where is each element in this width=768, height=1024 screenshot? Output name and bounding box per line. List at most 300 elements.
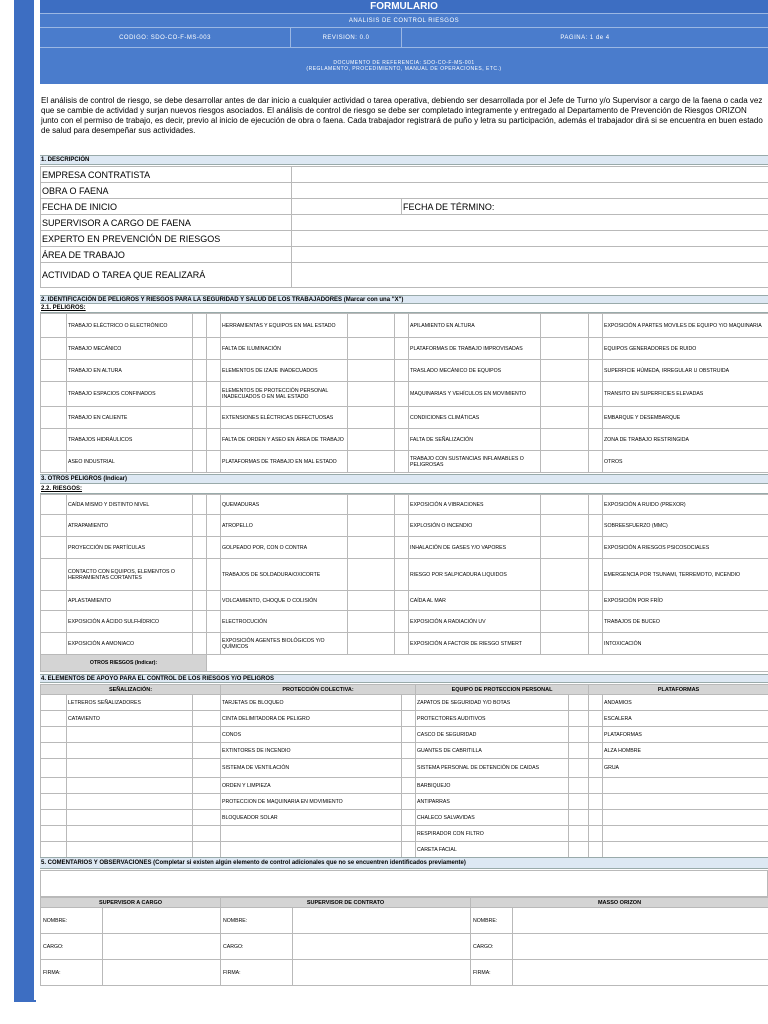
firma-label: FIRMA: [471,960,513,986]
peligro-spacer-cell [207,382,221,407]
peligro-spacer-cell [41,407,67,429]
support-item-label: PLATAFORMAS [603,727,768,743]
firma-field[interactable] [293,960,471,986]
riesgo-row [41,537,768,559]
support-spacer-cell [569,842,589,858]
support-check-cell[interactable] [402,711,416,727]
peligro-spacer-cell [541,314,589,338]
peligro-check-cell[interactable] [589,429,603,451]
support-check-cell[interactable] [402,695,416,711]
support-spacer-cell [193,759,221,778]
peligro-item-label: EMBARQUE Y DESEMBARQUE [603,407,768,429]
riesgo-check-cell[interactable] [193,633,207,655]
header-meta-row [40,27,768,47]
support-spacer-cell [569,778,589,794]
riesgo-check-cell[interactable] [589,515,603,537]
riesgo-spacer-cell [541,515,589,537]
support-item-label: ORDEN Y LIMPIEZA [221,778,402,794]
peligro-check-cell[interactable] [589,314,603,338]
peligro-spacer-cell [207,338,221,360]
nombre-label: NOMBRE: [221,908,293,934]
support-item-label: CASCO DE SEGURIDAD [416,727,569,743]
peligro-check-cell[interactable] [589,338,603,360]
comments-field[interactable] [40,870,768,897]
support-check-cell[interactable] [589,778,603,794]
support-check-cell[interactable] [41,810,67,826]
peligro-item-label: TRANSITO EN SUPERFICIES ELEVADAS [603,382,768,407]
firma-label: FIRMA: [41,960,103,986]
support-check-cell[interactable] [589,727,603,743]
riesgo-spacer-cell [541,559,589,591]
riesgo-item-label: EXPOSICIÓN A ÁCIDO SULFHÍDRICO [67,611,193,633]
support-spacer-cell [569,711,589,727]
section-2-title: 2. IDENTIFICACIÓN DE PELIGROS Y RIESGOS PARA LA SEGURIDAD Y SALUD DE LOS TRABAJADORES (Marcar con una "X") [40,295,768,304]
peligro-spacer-cell [541,382,589,407]
support-row [41,727,768,743]
riesgo-check-cell[interactable] [589,559,603,591]
riesgo-item-label: SOBREESFUERZO (MMC) [603,515,768,537]
otros-riesgos-field[interactable] [207,655,768,672]
support-item-label: GUANTES DE CABRITILLA [416,743,569,759]
support-item-label: ANTIPARRAS [416,794,569,810]
peligro-check-cell[interactable] [395,451,409,473]
riesgo-item-label: CAÍDA MISMO Y DISTINTO NIVEL [67,495,193,515]
header-plataformas: PLATAFORMAS [589,685,768,695]
peligro-row [41,338,768,360]
support-spacer-cell [569,810,589,826]
support-check-cell[interactable] [589,810,603,826]
riesgo-check-cell[interactable] [193,591,207,611]
riesgo-check-cell[interactable] [193,495,207,515]
support-check-cell[interactable] [402,794,416,810]
riesgo-spacer-cell [41,591,67,611]
peligro-row [41,314,768,338]
support-item-label [67,810,193,826]
cargo-field[interactable] [513,934,768,960]
support-item-label: CINTA DELIMITADORA DE PELIGRO [221,711,402,727]
riesgo-item-label: TRABAJOS DE SOLDADURA/OXICORTE [221,559,348,591]
riesgo-check-cell[interactable] [193,559,207,591]
support-spacer-cell [193,778,221,794]
peligro-check-cell[interactable] [193,429,207,451]
riesgo-check-cell[interactable] [193,537,207,559]
riesgos-table [40,494,768,672]
peligro-spacer-cell [41,429,67,451]
riesgo-check-cell[interactable] [395,633,409,655]
peligro-spacer-cell [541,360,589,382]
riesgo-check-cell[interactable] [589,611,603,633]
support-item-label [67,842,193,858]
peligro-spacer-cell [348,429,395,451]
support-item-label [67,743,193,759]
support-check-cell[interactable] [41,759,67,778]
riesgo-item-label: EXPOSICIÓN A VIBRACIONES [409,495,541,515]
peligro-item-label: EQUIPOS GENERADORES DE RUIDO [603,338,768,360]
experto-field[interactable] [292,231,768,247]
peligro-item-label: SUPERFICIE HÚMEDA, IRREGULAR U OBSTRUIDA [603,360,768,382]
support-item-label: CARETA FACIAL [416,842,569,858]
peligro-spacer-cell [41,338,67,360]
support-check-cell[interactable] [402,759,416,778]
support-check-cell[interactable] [41,711,67,727]
riesgo-spacer-cell [348,495,395,515]
riesgo-check-cell[interactable] [395,537,409,559]
peligro-item-label: TRABAJO EN ALTURA [67,360,193,382]
nombre-label: NOMBRE: [41,908,103,934]
riesgos-subtitle: 2.2. RIESGOS: [40,485,768,494]
support-item-label [603,794,768,810]
peligro-item-label: EXPOSICIÓN A PARTES MOVILES DE EQUIPO Y/O MAQUINARIA [603,314,768,338]
peligro-spacer-cell [207,429,221,451]
support-item-label: PROTECTORES AUDITIVOS [416,711,569,727]
support-row [41,826,768,842]
support-item-label: CONOS [221,727,402,743]
riesgo-spacer-cell [348,537,395,559]
support-spacer-cell [193,711,221,727]
support-check-cell[interactable] [589,794,603,810]
riesgo-item-label: TRABAJOS DE BUCEO [603,611,768,633]
riesgo-check-cell[interactable] [589,591,603,611]
riesgo-spacer-cell [541,537,589,559]
firma-field[interactable] [103,960,221,986]
support-item-label: CHALECO SALVAVIDAS [416,810,569,826]
form-subtitle: ANALISIS DE CONTROL RIESGOS [40,13,768,27]
riesgo-check-cell[interactable] [193,611,207,633]
riesgo-check-cell[interactable] [589,633,603,655]
support-check-cell[interactable] [402,743,416,759]
support-row [41,743,768,759]
peligro-row [41,429,768,451]
riesgo-spacer-cell [348,633,395,655]
support-item-label: ESCALERA [603,711,768,727]
support-item-label: PROTECCION DE MAQUINARIA EN MOVIMIENTO [221,794,402,810]
support-item-label [67,794,193,810]
peligro-spacer-cell [348,407,395,429]
support-check-cell[interactable] [41,778,67,794]
support-check-cell[interactable] [41,695,67,711]
support-spacer-cell [193,743,221,759]
support-item-label [67,727,193,743]
cargo-field[interactable] [293,934,471,960]
peligro-item-label: ELEMENTOS DE IZAJE INADECUADOS [221,360,348,382]
header-proteccion-colectiva: PROTECCIÓN COLECTIVA: [221,685,416,695]
form-title: FORMULARIO [40,0,768,13]
riesgo-spacer-cell [207,591,221,611]
otros-peligros-title: 3. OTROS PELIGROS (Indicar) [40,474,768,484]
peligro-check-cell[interactable] [395,314,409,338]
support-row [41,794,768,810]
section-4-title: 4. ELEMENTOS DE APOYO PARA EL CONTROL DE LOS RIESGOS Y/O PELIGROS [40,674,768,683]
fecha-inicio-label: FECHA DE INICIO [41,199,292,215]
peligro-item-label: HERRAMIENTAS Y EQUIPOS EN MAL ESTADO [221,314,348,338]
support-spacer-cell [569,794,589,810]
riesgo-row [41,633,768,655]
area-field[interactable] [292,247,768,263]
riesgo-check-cell[interactable] [193,515,207,537]
peligro-item-label: APILAMIENTO EN ALTURA [409,314,541,338]
peligro-spacer-cell [41,314,67,338]
peligro-spacer-cell [348,360,395,382]
header-epp: EQUIPO DE PROTECCION PERSONAL [416,685,589,695]
riesgo-item-label: ATROPELLO [221,515,348,537]
riesgo-check-cell[interactable] [589,495,603,515]
riesgo-item-label: GOLPEADO POR, CON O CONTRA [221,537,348,559]
header-senalizacion: SEÑALIZACIÓN: [41,685,221,695]
riesgo-spacer-cell [41,633,67,655]
peligro-row [41,407,768,429]
support-item-label [603,810,768,826]
peligro-spacer-cell [207,451,221,473]
support-item-label [603,778,768,794]
support-check-cell[interactable] [402,826,416,842]
peligro-spacer-cell [541,451,589,473]
riesgo-item-label: EXPOSICIÓN A RADIACIÓN UV [409,611,541,633]
peligro-check-cell[interactable] [589,360,603,382]
peligro-item-label: FALTA DE ORDEN Y ASEO EN ÁREA DE TRABAJO [221,429,348,451]
peligro-item-label: TRABAJO CON SUSTANCIAS INFLAMABLES O PELIGROSAS [409,451,541,473]
firma-field[interactable] [513,960,768,986]
otros-riesgos-label: OTROS RIESGOS (Indicar): [41,655,207,672]
riesgo-check-cell[interactable] [395,559,409,591]
riesgo-item-label: APLASTAMIENTO [67,591,193,611]
signatures-table [40,897,768,986]
support-item-label: LETREROS SEÑALIZADORES [67,695,193,711]
nombre-field[interactable] [513,908,768,934]
support-item-label [603,826,768,842]
support-spacer-cell [193,794,221,810]
peligro-spacer-cell [207,360,221,382]
peligro-spacer-cell [41,451,67,473]
peligro-spacer-cell [541,407,589,429]
peligro-row [41,451,768,473]
peligros-subtitle: 2.1. PELIGROS: [40,305,768,313]
supervisor-field[interactable] [292,215,768,231]
peligro-check-cell[interactable] [193,407,207,429]
support-check-cell[interactable] [402,778,416,794]
support-check-cell[interactable] [589,826,603,842]
support-spacer-cell [193,727,221,743]
riesgo-spacer-cell [41,495,67,515]
support-row [41,695,768,711]
document-page: PAGINA: 1 de 4 [560,35,610,41]
support-item-label: CATAVIENTO [67,711,193,727]
riesgo-row [41,559,768,591]
support-check-cell[interactable] [402,810,416,826]
support-spacer-cell [569,826,589,842]
riesgo-spacer-cell [207,611,221,633]
peligro-item-label: ASEO INDUSTRIAL [67,451,193,473]
riesgo-spacer-cell [348,591,395,611]
nombre-label: NOMBRE: [471,908,513,934]
riesgo-item-label: EXPOSICIÓN AGENTES BIOLÓGICOS Y/O QUÍMICOS [221,633,348,655]
sign-header-contrato: SUPERVISOR DE CONTRATO [221,898,471,908]
document-revision: REVISION: 0.0 [322,35,370,41]
peligro-check-cell[interactable] [589,451,603,473]
peligro-spacer-cell [348,314,395,338]
support-item-label [221,842,402,858]
left-accent-mark [14,1000,36,1002]
support-rows [41,695,768,858]
support-item-label: GRUA [603,759,768,778]
riesgo-check-cell[interactable] [395,611,409,633]
riesgo-spacer-cell [348,611,395,633]
empresa-label: EMPRESA CONTRATISTA [41,167,292,183]
peligro-check-cell[interactable] [395,360,409,382]
riesgo-check-cell[interactable] [395,591,409,611]
supervisor-label: SUPERVISOR A CARGO DE FAENA [41,215,292,231]
actividad-field[interactable] [292,263,768,288]
riesgo-item-label: EXPLOSIÓN O INCENDIO [409,515,541,537]
riesgo-spacer-cell [541,495,589,515]
support-item-label: EXTINTORES DE INCENDIO [221,743,402,759]
support-check-cell[interactable] [402,727,416,743]
peligro-spacer-cell [541,338,589,360]
support-check-cell[interactable] [589,695,603,711]
peligro-spacer-cell [41,382,67,407]
support-check-cell[interactable] [589,759,603,778]
peligro-check-cell[interactable] [193,314,207,338]
reference-line-1: DOCUMENTO DE REFERENCIA: SDO-CO-F-MS-001 [333,60,475,66]
support-item-label [221,826,402,842]
riesgo-item-label: INHALACIÓN DE GASES Y/O VAPORES [409,537,541,559]
cargo-field[interactable] [103,934,221,960]
actividad-label: ACTIVIDAD O TAREA QUE REALIZARÁ [41,263,292,288]
riesgos-rows [41,495,768,655]
peligro-check-cell[interactable] [395,407,409,429]
support-check-cell[interactable] [41,826,67,842]
peligro-check-cell[interactable] [193,360,207,382]
peligro-item-label: EXTENSIONES ELÉCTRICAS DEFECTUOSAS [221,407,348,429]
support-check-cell[interactable] [589,711,603,727]
support-check-cell[interactable] [402,842,416,858]
riesgo-check-cell[interactable] [395,515,409,537]
support-check-cell[interactable] [41,842,67,858]
support-spacer-cell [569,743,589,759]
peligro-spacer-cell [207,314,221,338]
empresa-field[interactable] [292,167,768,183]
nombre-field[interactable] [293,908,471,934]
support-check-cell[interactable] [41,794,67,810]
peligro-item-label: MAQUINARIAS Y VEHÍCULOS EN MOVIMIENTO [409,382,541,407]
nombre-field[interactable] [103,908,221,934]
peligro-spacer-cell [207,407,221,429]
riesgo-item-label: EXPOSICIÓN A RUIDO (PREXOR) [603,495,768,515]
support-row [41,711,768,727]
peligro-item-label: FALTA DE ILUMINACIÓN [221,338,348,360]
peligro-item-label: TRABAJOS HIDRÁULICOS [67,429,193,451]
peligro-item-label: OTROS [603,451,768,473]
cargo-label: CARGO: [221,934,293,960]
support-check-cell[interactable] [589,743,603,759]
riesgo-item-label: ATRAPAMIENTO [67,515,193,537]
riesgo-spacer-cell [41,515,67,537]
support-item-label: ALZA HOMBRE [603,743,768,759]
peligro-item-label: ELEMENTOS DE PROTECCIÓN PERSONAL INADECUADOS O EN MAL ESTADO [221,382,348,407]
fecha-inicio-field[interactable] [292,199,402,215]
support-spacer-cell [569,727,589,743]
reference-line-2: (REGLAMENTO, PROCEDIMIENTO, MANUAL DE OPERACIONES, ETC.) [306,66,502,72]
riesgo-check-cell[interactable] [395,495,409,515]
support-item-label: TARJETAS DE BLOQUEO [221,695,402,711]
peligro-check-cell[interactable] [589,382,603,407]
riesgo-item-label: ELECTROCUCIÓN [221,611,348,633]
riesgo-spacer-cell [348,559,395,591]
peligro-item-label: PLATAFORMAS DE TRABAJO IMPROVISADAS [409,338,541,360]
support-row [41,810,768,826]
riesgo-item-label: EXPOSICIÓN A AMONIACO [67,633,193,655]
peligro-spacer-cell [541,429,589,451]
support-item-label: ANDAMIOS [603,695,768,711]
peligro-check-cell[interactable] [193,338,207,360]
support-table [40,684,768,858]
peligro-check-cell[interactable] [395,382,409,407]
peligros-rows [41,314,768,473]
cargo-label: CARGO: [471,934,513,960]
peligro-check-cell[interactable] [395,429,409,451]
riesgo-check-cell[interactable] [589,537,603,559]
peligro-row [41,360,768,382]
peligro-spacer-cell [41,360,67,382]
description-table [40,166,768,288]
peligro-check-cell[interactable] [589,407,603,429]
riesgo-item-label: QUEMADURAS [221,495,348,515]
firma-label: FIRMA: [221,960,293,986]
intro-paragraph: El análisis de control de riesgo, se debe desarrollar antes de dar inicio a cualquier actividad o tarea operativa, debiendo ser desarrollada por el Jefe de Turno y/o Supervisor a cargo de la faena o cada vez que se cambie de actividad y surjan nuevos riesgos asociados. El análisis de control de riesgo se debe ser completado integramente y entregado al Departamento de Prevención de Riesgos ORIZON junto con el permiso de trabajo, es decir, previo al inicio de ejecución de obra o faena. Cada trabajador registrará de puño y letra su participación, además el trabajador dirá si se encuentra en buen estado de salud para desempeñar sus actividades. [41,96,763,135]
peligro-check-cell[interactable] [395,338,409,360]
support-item-label [67,759,193,778]
peligro-check-cell[interactable] [193,382,207,407]
support-item-label: BARBIQUEJO [416,778,569,794]
support-check-cell[interactable] [589,842,603,858]
support-check-cell[interactable] [41,743,67,759]
peligro-item-label: CONDICIONES CLIMÁTICAS [409,407,541,429]
support-row [41,778,768,794]
section-5-title: 5. COMENTARIOS Y OBSERVACIONES (Completar si existen algún elemento de control adicionales que no se encuentren identificados previamente) [40,857,768,869]
support-spacer-cell [193,695,221,711]
riesgo-item-label: INTOXICACIÓN [603,633,768,655]
peligro-item-label: PLATAFORMAS DE TRABAJO EN MAL ESTADO [221,451,348,473]
peligro-item-label: TRABAJO EN CALIENTE [67,407,193,429]
section-1-title: 1. DESCRIPCIÓN [40,155,768,165]
support-item-label: SISTEMA PERSONAL DE DETENCIÓN DE CAIDAS [416,759,569,778]
support-row [41,842,768,858]
support-item-label [67,826,193,842]
riesgo-item-label: CAÍDA AL MAR [409,591,541,611]
fecha-termino-label[interactable]: FECHA DE TÉRMINO: [402,199,768,215]
peligro-item-label: TRABAJO ESPACIOS CONFINADOS [67,382,193,407]
riesgo-row [41,611,768,633]
obra-field[interactable] [292,183,768,199]
riesgo-row [41,515,768,537]
riesgo-item-label: RIESGO POR SALPICADURA LIQUIDOS [409,559,541,591]
riesgo-item-label: EXPOSICIÓN A RIESGOS PSICOSOCIALES [603,537,768,559]
riesgo-spacer-cell [41,559,67,591]
riesgo-item-label: CONTACTO CON EQUIPOS, ELEMENTOS O HERRAMIENTAS CORTANTES [67,559,193,591]
left-accent-bar [14,0,34,1000]
riesgo-spacer-cell [348,515,395,537]
peligro-spacer-cell [348,451,395,473]
support-item-label: SISTEMA DE VENTILACIÓN [221,759,402,778]
peligro-item-label: TRABAJO MECÁNICO [67,338,193,360]
support-spacer-cell [569,695,589,711]
experto-label: EXPERTO EN PREVENCIÓN DE RIESGOS [41,231,292,247]
peligro-check-cell[interactable] [193,451,207,473]
cargo-label: CARGO: [41,934,103,960]
area-label: ÁREA DE TRABAJO [41,247,292,263]
support-check-cell[interactable] [41,727,67,743]
riesgo-spacer-cell [207,633,221,655]
support-item-label: ZAPATOS DE SEGURIDAD Y/O BOTAS [416,695,569,711]
